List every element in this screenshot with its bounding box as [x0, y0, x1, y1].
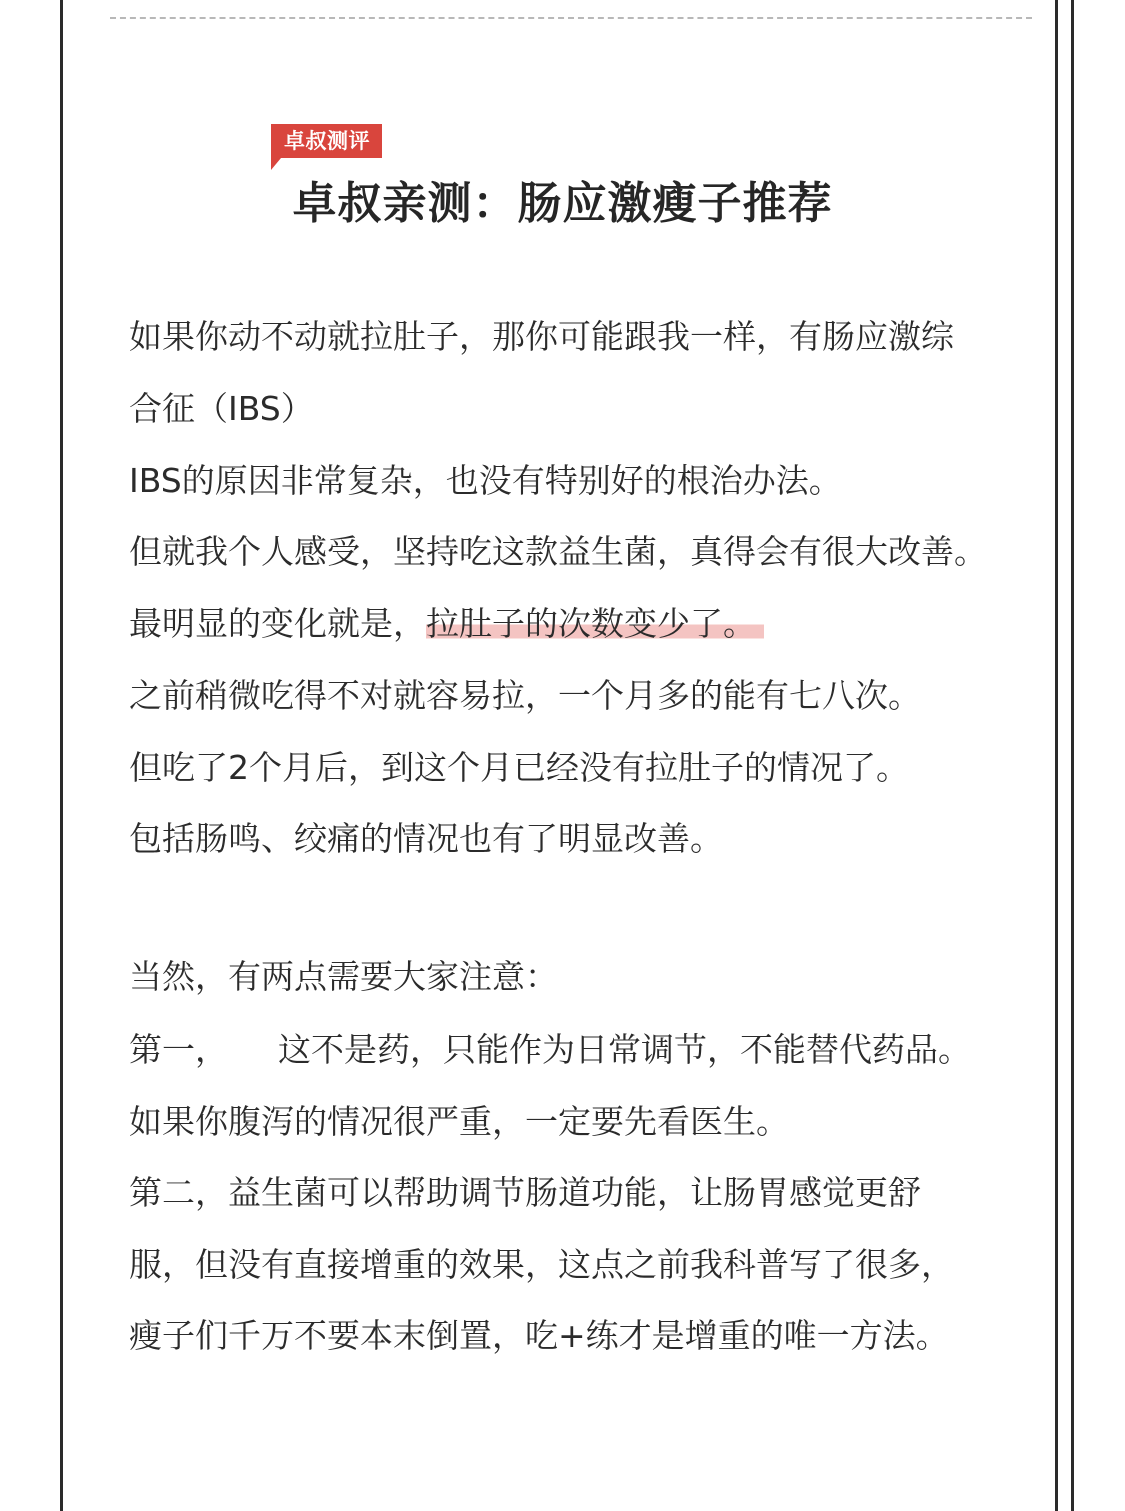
paragraph-line: 之前稍微吃得不对就容易拉，一个月多的能有七八次。 — [129, 676, 921, 715]
paragraph-line: 但就我个人感受，坚持吃这款益生菌，真得会有很大改善。 — [129, 532, 987, 571]
paragraph-line: 包括肠鸣、绞痛的情况也有了明显改善。 — [129, 819, 723, 858]
paragraph-line: 瘦子们千万不要本末倒置，吃+练才是增重的唯一方法。 — [129, 1316, 949, 1355]
paragraph-line: 当然，有两点需要大家注意： — [129, 957, 558, 996]
paragraph-line: IBS的原因非常复杂，也没有特别好的根治办法。 — [129, 461, 842, 500]
paragraph-line: 如果你腹泻的情况很严重，一定要先看医生。 — [129, 1102, 789, 1141]
paragraph-text: 这不是药，只能作为日常调节，不能替代药品。 — [278, 1030, 971, 1069]
highlighted-text: 拉肚子的次数变少了。 — [426, 604, 764, 643]
paragraph-line: 合征（IBS） — [129, 389, 314, 428]
paragraph-text: 第一， — [129, 1030, 228, 1069]
paragraph-line — [129, 1028, 971, 1072]
page-title: 卓叔亲测：肠应激瘦子推荐 — [292, 178, 833, 229]
paragraph-text: 最明显的变化就是， — [129, 604, 426, 643]
paragraph-line — [129, 602, 764, 646]
paragraph-line: 第二，益生菌可以帮助调节肠道功能，让肠胃感觉更舒 — [129, 1173, 921, 1212]
paragraph-line: 但吃了2个月后，到这个月已经没有拉肚子的情况了。 — [129, 748, 909, 787]
paragraph-line: 如果你动不动就拉肚子，那你可能跟我一样，有肠应激综 — [129, 317, 954, 356]
paragraph-line: 服，但没有直接增重的效果，这点之前我科普写了很多， — [129, 1245, 954, 1284]
category-tag-fold — [271, 158, 281, 170]
top-dashed-divider — [110, 17, 1032, 19]
category-tag: 卓叔测评 — [271, 124, 382, 158]
